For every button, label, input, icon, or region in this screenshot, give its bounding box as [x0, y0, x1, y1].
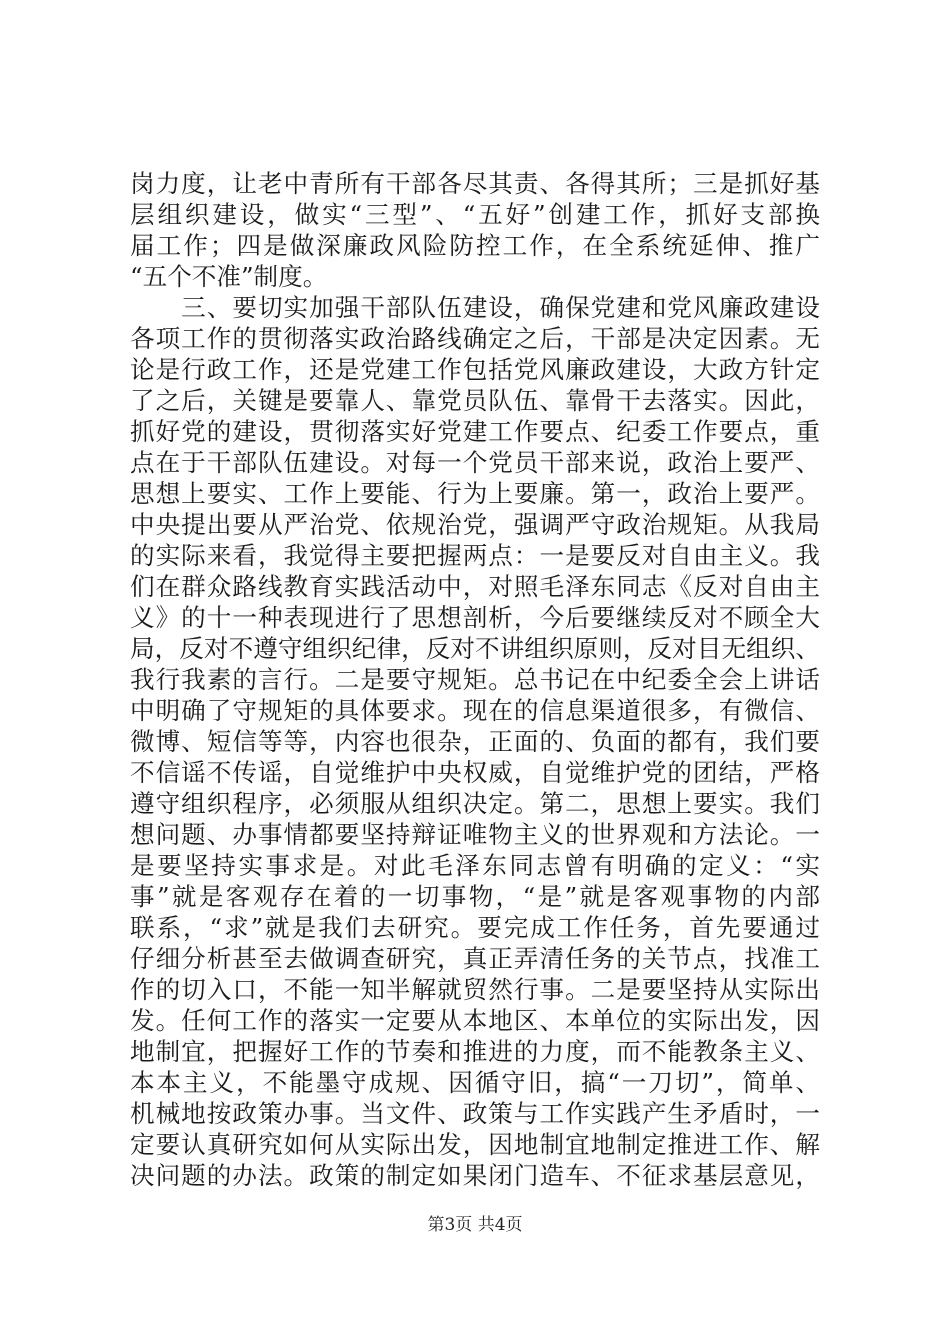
text-line: 想问题、办事情都要坚持辩证唯物主义的世界观和方法论。一 [130, 820, 820, 849]
text-line: 届工作；四是做深廉政风险防控工作，在全系统延伸、推广 [130, 231, 820, 260]
text-line: 仔细分析甚至去做调查研究，真正弄清任务的关节点，找准工 [130, 944, 820, 973]
text-line: 岗力度，让老中青所有干部各尽其责、各得其所；三是抓好基 [130, 169, 820, 198]
text-line: 各项工作的贯彻落实政治路线确定之后，干部是决定因素。无 [130, 324, 820, 353]
text-line: 义》的十一种表现进行了思想剖析，今后要继续反对不顾全大 [130, 603, 820, 632]
text-line: “五个不准”制度。 [130, 262, 328, 291]
text-line: 地制宜，把握好工作的节奏和推进的力度，而不能教条主义、 [130, 1037, 820, 1066]
text-line: 的实际来看，我觉得主要把握两点：一是要反对自由主义。我 [130, 541, 820, 570]
text-line: 事”就是客观存在着的一切事物，“是”就是客观事物的内部 [130, 882, 820, 911]
text-line: 中央提出要从严治党、依规治党，强调严守政治规矩。从我局 [130, 510, 820, 539]
text-line: 层组织建设，做实“三型”、“五好”创建工作，抓好支部换 [130, 200, 820, 229]
page-footer: 第3页 共4页 [427, 1215, 523, 1235]
text-line: 发。任何工作的落实一定要从本地区、本单位的实际出发，因 [130, 1006, 820, 1035]
text-line: 联系，“求”就是我们去研究。要完成工作任务，首先要通过 [130, 913, 820, 942]
text-line: 本本主义，不能墨守成规、因循守旧，搞“一刀切”，简单、 [130, 1068, 820, 1097]
text-line: 们在群众路线教育实践活动中，对照毛泽东同志《反对自由主 [130, 572, 820, 601]
text-line: 是要坚持实事求是。对此毛泽东同志曾有明确的定义：“实 [130, 851, 820, 880]
text-line: 局，反对不遵守组织纪律，反对不讲组织原则，反对目无组织、 [130, 634, 820, 663]
text-line: 决问题的办法。政策的制定如果闭门造车、不征求基层意见， [130, 1161, 820, 1190]
text-line: 抓好党的建设，贯彻落实好党建工作要点、纪委工作要点，重 [130, 417, 820, 446]
text-line: 作的切入口，不能一知半解就贸然行事。二是要坚持从实际出 [130, 975, 820, 1004]
text-line: 点在于干部队伍建设。对每一个党员干部来说，政治上要严、 [130, 448, 820, 477]
text-line: 我行我素的言行。二是要守规矩。总书记在中纪委全会上讲话 [130, 665, 820, 694]
text-line: 三、要切实加强干部队伍建设，确保党建和党风廉政建设 [130, 293, 820, 322]
text-line: 机械地按政策办事。当文件、政策与工作实践产生矛盾时，一 [130, 1099, 820, 1128]
text-line: 遵守组织程序，必须服从组织决定。第二，思想上要实。我们 [130, 789, 820, 818]
text-line: 论是行政工作，还是党建工作包括党风廉政建设，大政方针定 [130, 355, 820, 384]
text-line: 了之后，关键是要靠人、靠党员队伍、靠骨干去落实。因此， [130, 386, 820, 415]
text-line: 定要认真研究如何从实际出发，因地制宜地制定推进工作、解 [130, 1130, 820, 1159]
text-line: 中明确了守规矩的具体要求。现在的信息渠道很多，有微信、 [130, 696, 820, 725]
text-line: 思想上要实、工作上要能、行为上要廉。第一，政治上要严。 [130, 479, 820, 508]
text-line: 不信谣不传谣，自觉维护中央权威，自觉维护党的团结，严格 [130, 758, 820, 787]
text-line: 微博、短信等等，内容也很杂，正面的、负面的都有，我们要 [130, 727, 820, 756]
